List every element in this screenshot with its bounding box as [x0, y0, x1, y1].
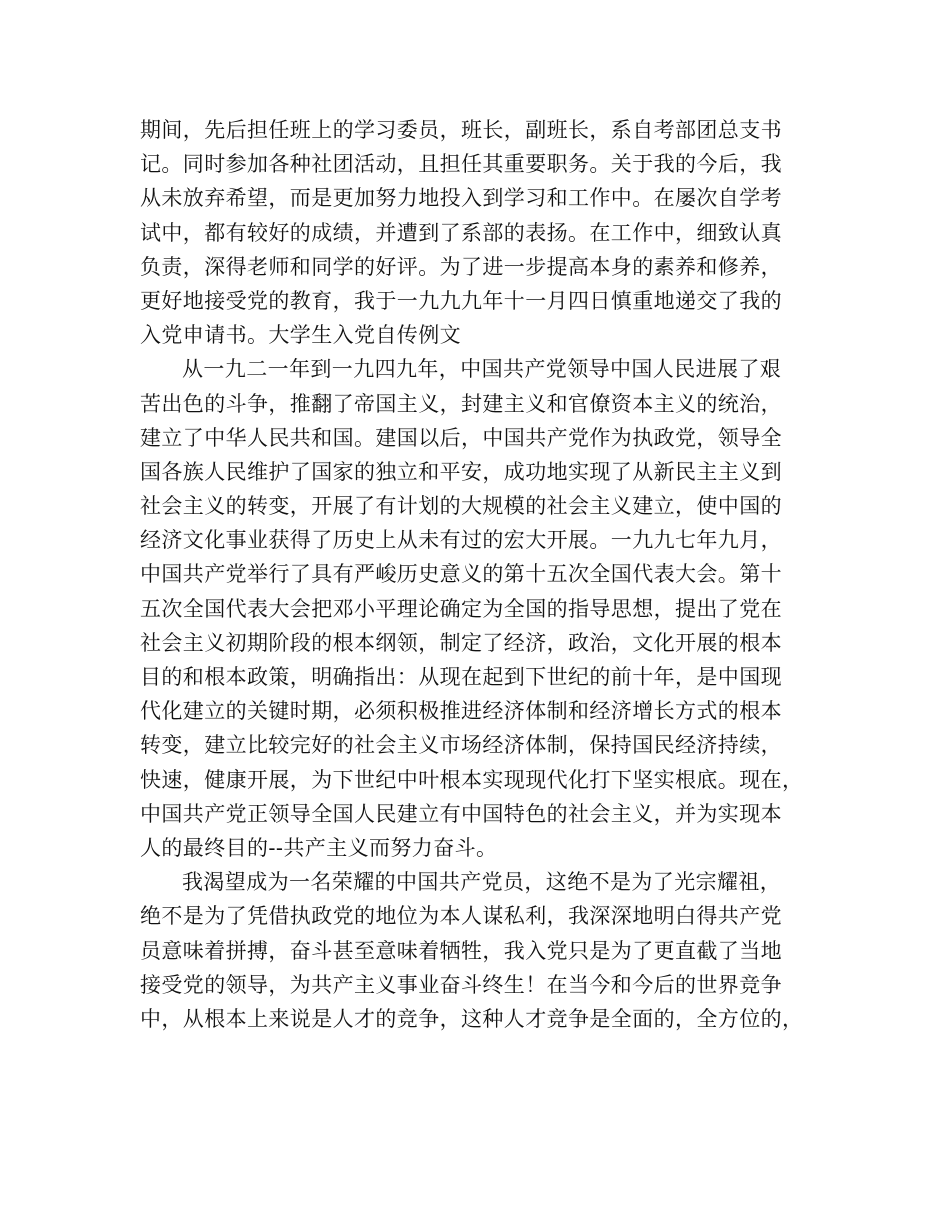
text-line: 快速，健康开展，为下世纪中叶根本实现现代化打下坚实根底。现在， — [140, 767, 804, 792]
text-line: 五次全国代表大会把邓小平理论确定为全国的指导思想，提出了党在 — [140, 596, 782, 621]
text-line: 入党申请书。大学生入党自传例文 — [140, 323, 461, 348]
paragraph-start-line: 从一九二一年到一九四九年，中国共产党领导中国人民进展了艰 — [182, 357, 782, 382]
text-line: 更好地接受党的教育，我于一九九九年十一月四日慎重地递交了我的 — [140, 288, 782, 313]
body-text — [140, 113, 830, 1036]
text-line: 记。同时参加各种社团活动，且担任其重要职务。关于我的今后，我 — [140, 152, 782, 177]
text-line: 从未放弃希望，而是更加努力地投入到学习和工作中。在屡次自学考 — [140, 186, 782, 211]
text-line: 绝不是为了凭借执政党的地位为本人谋私利，我深深地明白得共产党 — [140, 904, 782, 929]
text-line: 期间，先后担任班上的学习委员，班长，副班长，系自考部团总支书 — [140, 118, 782, 142]
text-line: 中国共产党举行了具有严峻历史意义的第十五次全国代表大会。第十 — [140, 562, 782, 587]
text-line: 员意味着拼搏，奋斗甚至意味着牺牲，我入党只是为了更直截了当地 — [140, 938, 782, 963]
text-line: 社会主义初期阶段的根本纲领，制定了经济，政治，文化开展的根本 — [140, 630, 782, 655]
text-line: 接受党的领导，为共产主义事业奋斗终生！在当今和今后的世界竞争 — [140, 972, 782, 997]
text-line: 建立了中华人民共和国。建国以后，中国共产党作为执政党，领导全 — [140, 425, 782, 450]
text-line: 经济文化事业获得了历史上从未有过的宏大开展。一九九七年九月， — [140, 528, 782, 553]
text-line: 人的最终目的--共产主义而努力奋斗。 — [140, 835, 498, 860]
text-line: 目的和根本政策，明确指出：从现在起到下世纪的前十年，是中国现 — [140, 665, 782, 689]
paragraph-start-line: 我渴望成为一名荣耀的中国共产党员，这绝不是为了光宗耀祖， — [182, 870, 782, 895]
text-line: 试中，都有较好的成绩，并遭到了系部的表扬。在工作中，细致认真 — [140, 220, 782, 245]
text-line: 社会主义的转变，开展了有计划的大规模的社会主义建立，使中国的 — [140, 494, 782, 519]
text-line: 代化建立的关键时期，必须积极推进经济体制和经济增长方式的根本 — [140, 699, 782, 724]
text-line: 中国共产党正领导全国人民建立有中国特色的社会主义，并为实现本 — [140, 801, 782, 826]
text-line: 负责，深得老师和同学的好评。为了进一步提高本身的素养和修养， — [140, 254, 782, 279]
text-line: 国各族人民维护了国家的独立和平安，成功地实现了从新民主主义到 — [140, 459, 782, 484]
text-line: 苦出色的斗争，推翻了帝国主义，封建主义和官僚资本主义的统治， — [140, 391, 782, 416]
text-line: 中，从根本上来说是人才的竞争，这种人才竞争是全面的，全方位的， — [140, 1006, 804, 1031]
text-line: 转变，建立比较完好的社会主义市场经济体制，保持国民经济持续， — [140, 733, 782, 758]
